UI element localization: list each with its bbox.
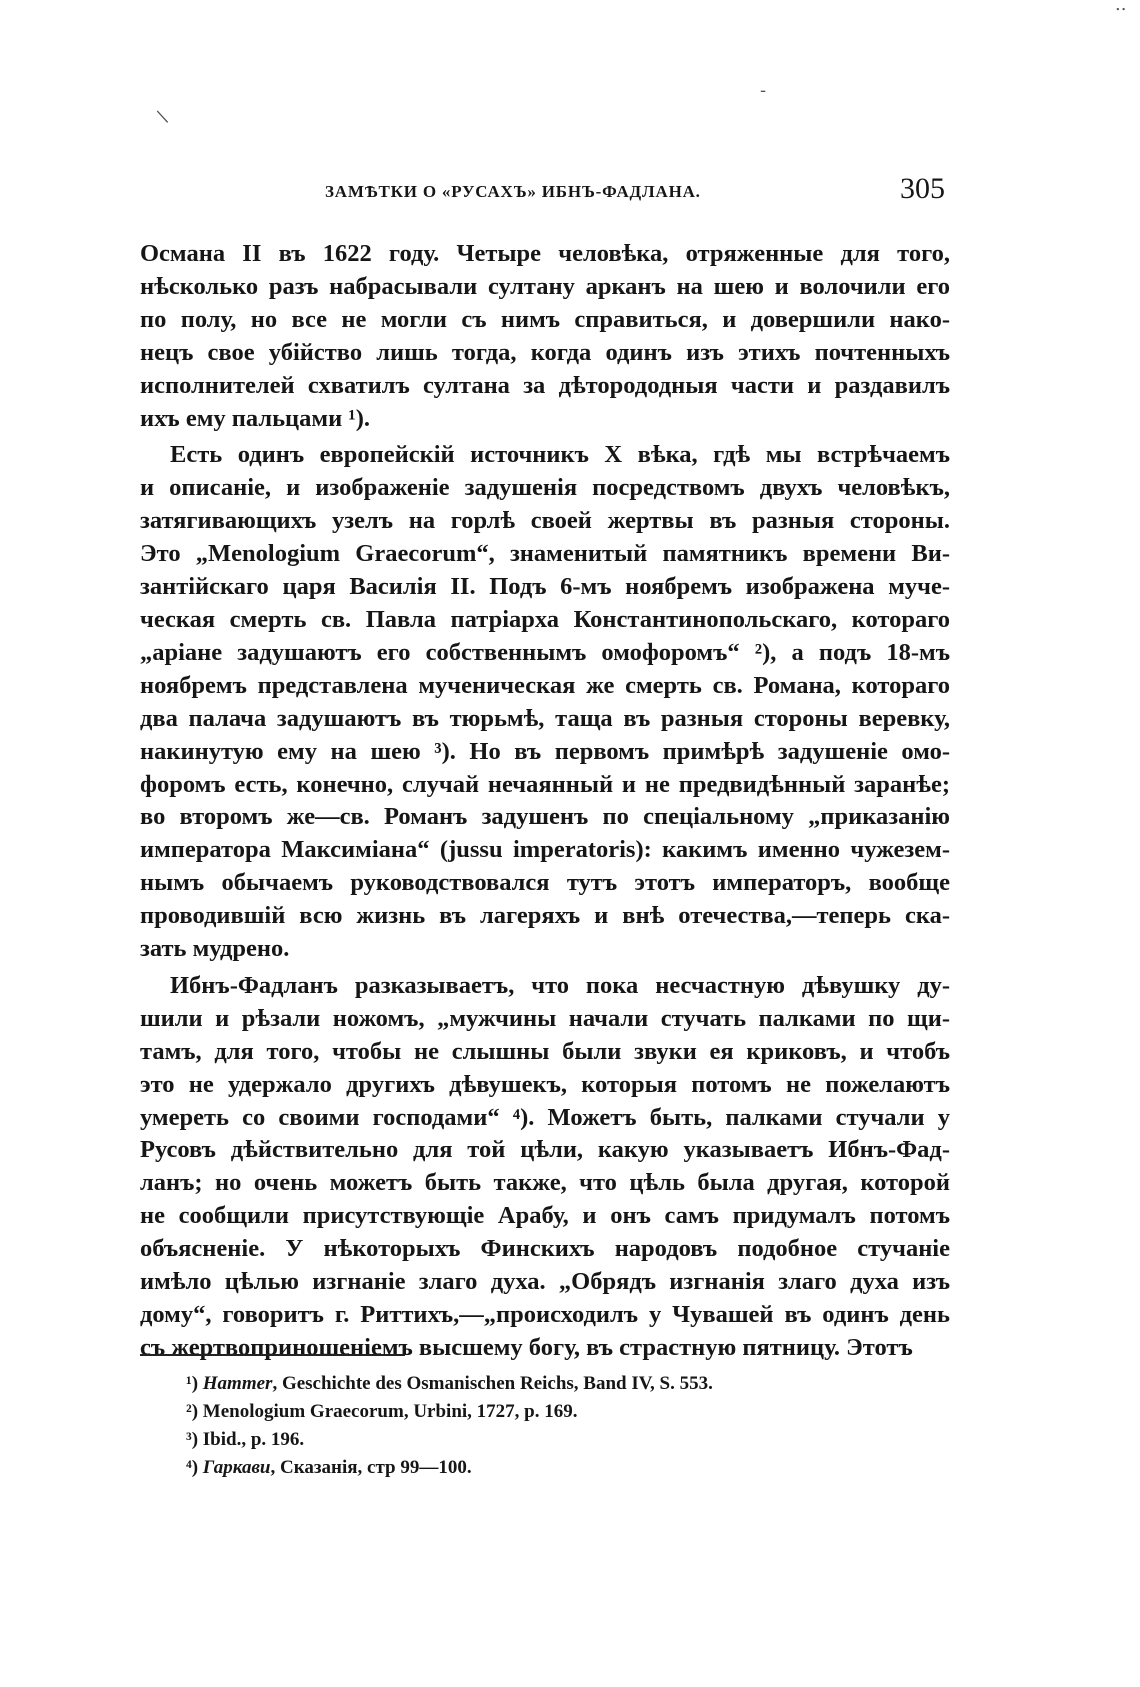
text-line: ланъ; но очень можетъ быть также, что цѣль была другая, которой — [140, 1169, 950, 1197]
text-line: во второмъ же—св. Романъ задушенъ по спеціальному „приказанію — [140, 803, 950, 831]
text-line: форомъ есть, конечно, случай нечаянный и не предвидѣнный заранѣе; — [140, 770, 950, 798]
footnote — [186, 1426, 906, 1454]
text-line: Есть одинъ европейскій источникъ X вѣка, гдѣ мы встрѣчаемъ — [170, 441, 950, 469]
footnote-marker: ¹) — [186, 1373, 203, 1394]
text-line: нымъ обычаемъ руководствовался тутъ этотъ императоръ, вообще — [140, 869, 950, 897]
stray-mark: - — [760, 80, 767, 101]
running-title: ЗАМѢТКИ О «РУСАХЪ» ИБНЪ-ФАДЛАНА. — [325, 182, 701, 201]
paragraph — [140, 970, 950, 1365]
text-line: Это „Menologium Graecorum“, знаменитый памятникъ времени Ви- — [140, 540, 950, 568]
text-line: императора Максиміана“ (jussu imperatoris): какимъ именно чужезем- — [140, 836, 950, 864]
footnote-text: Menologium Graecorum, Urbini, 1727, p. 169. — [202, 1401, 578, 1422]
corner-mark: .. — [1115, 0, 1127, 15]
text-line: проводившій всю жизнь въ лагеряхъ и внѣ отечества,—теперь ска- — [140, 902, 950, 930]
footnote — [186, 1398, 906, 1426]
body-text — [140, 238, 950, 1369]
text-line: Османа II въ 1622 году. Четыре человѣка, отряженные для того, — [140, 240, 950, 267]
text-line: и описаніе, и изображеніе задушенія посредствомъ двухъ человѣкъ, — [140, 474, 950, 502]
text-line: съ жертвоприношеніемъ высшему богу, въ страстную пятницу. Этотъ — [140, 1333, 913, 1361]
text-line: „аріане задушаютъ его собственнымъ омофоромъ“ ²), а подъ 18-мъ — [140, 638, 950, 666]
footnote — [186, 1454, 906, 1482]
text-line: Русовъ дѣйствительно для той цѣли, какую указываетъ Ибнъ-Фад- — [140, 1136, 950, 1164]
text-line: объясненіе. У нѣкоторыхъ Финскихъ народовъ подобное стучаніе — [140, 1235, 950, 1263]
text-line: по полу, но все не могли съ нимъ справиться, и довершили нако- — [140, 305, 950, 333]
text-line: это не удержало другихъ дѣвушекъ, которыя потомъ не пожелаютъ — [140, 1070, 950, 1098]
footnote-marker: ²) — [186, 1401, 203, 1422]
text-line: дому“, говоритъ г. Риттихъ,—„происходилъ у Чувашей въ одинъ день — [140, 1301, 950, 1328]
page-header — [145, 172, 945, 208]
text-line: ноябремъ представлена мученическая же смерть св. Романа, котораго — [140, 671, 950, 699]
footnote-author: Гаркави — [202, 1457, 271, 1478]
text-line: зать мудрено. — [140, 935, 290, 963]
footnote-author: Hammer — [202, 1373, 273, 1394]
paragraph — [140, 439, 950, 966]
text-line: затягивающихъ узелъ на горлѣ своей жертвы въ разныя стороны. — [140, 507, 950, 535]
text-line: не сообщили присутствующіе Арабу, и онъ самъ придумалъ потомъ — [140, 1202, 950, 1230]
text-line: тамъ, для того, чтобы не слышны были звуки ея криковъ, и чтобъ — [140, 1037, 950, 1065]
footnote-marker: ³) — [186, 1429, 203, 1450]
page-number: 305 — [900, 172, 945, 205]
footnote-text: Ibid., p. 196. — [202, 1429, 305, 1450]
footnote-text: , Сказанія, стр 99—100. — [270, 1457, 472, 1478]
text-line: нецъ свое убійство лишь тогда, когда одинъ изъ этихъ почтенныхъ — [140, 338, 950, 366]
footnote — [186, 1370, 906, 1398]
footnote-divider — [140, 1354, 405, 1356]
footnote-marker: ⁴) — [186, 1457, 203, 1478]
text-line: два палача задушаютъ въ тюрьмѣ, таща въ разныя стороны веревку, — [140, 704, 950, 732]
footnote-text: , Geschichte des Osmanischen Reichs, Band IV, S. 553. — [272, 1373, 713, 1394]
text-line: Ибнъ-Фадланъ разказываетъ, что пока несчастную дѣвушку ду- — [170, 971, 950, 999]
footnotes — [186, 1370, 906, 1482]
text-line: зантійскаго царя Василія II. Подъ 6-мъ ноябремъ изображена муче- — [140, 573, 950, 601]
text-line: ихъ ему пальцами ¹). — [140, 404, 370, 432]
text-line: нѣсколько разъ набрасывали султану арканъ на шею и волочили его — [140, 272, 950, 300]
stray-mark: / — [151, 108, 174, 125]
text-line: имѣло цѣлью изгнаніе злаго духа. „Обрядъ изгнанія злаго духа изъ — [140, 1268, 950, 1296]
text-line: шили и рѣзали ножомъ, „мужчины начали стучать палками по щи- — [140, 1004, 950, 1032]
text-line: ческая смерть св. Павла патріарха Константинопольскаго, котораго — [140, 605, 950, 633]
text-line: накинутую ему на шею ³). Но въ первомъ примѣрѣ задушеніе омо- — [140, 737, 950, 765]
text-line: умереть со своими господами“ ⁴). Можетъ быть, палками стучали у — [140, 1103, 950, 1131]
paragraph — [140, 238, 950, 435]
text-line: исполнителей схватилъ султана за дѣторододныя части и раздавилъ — [140, 371, 950, 399]
